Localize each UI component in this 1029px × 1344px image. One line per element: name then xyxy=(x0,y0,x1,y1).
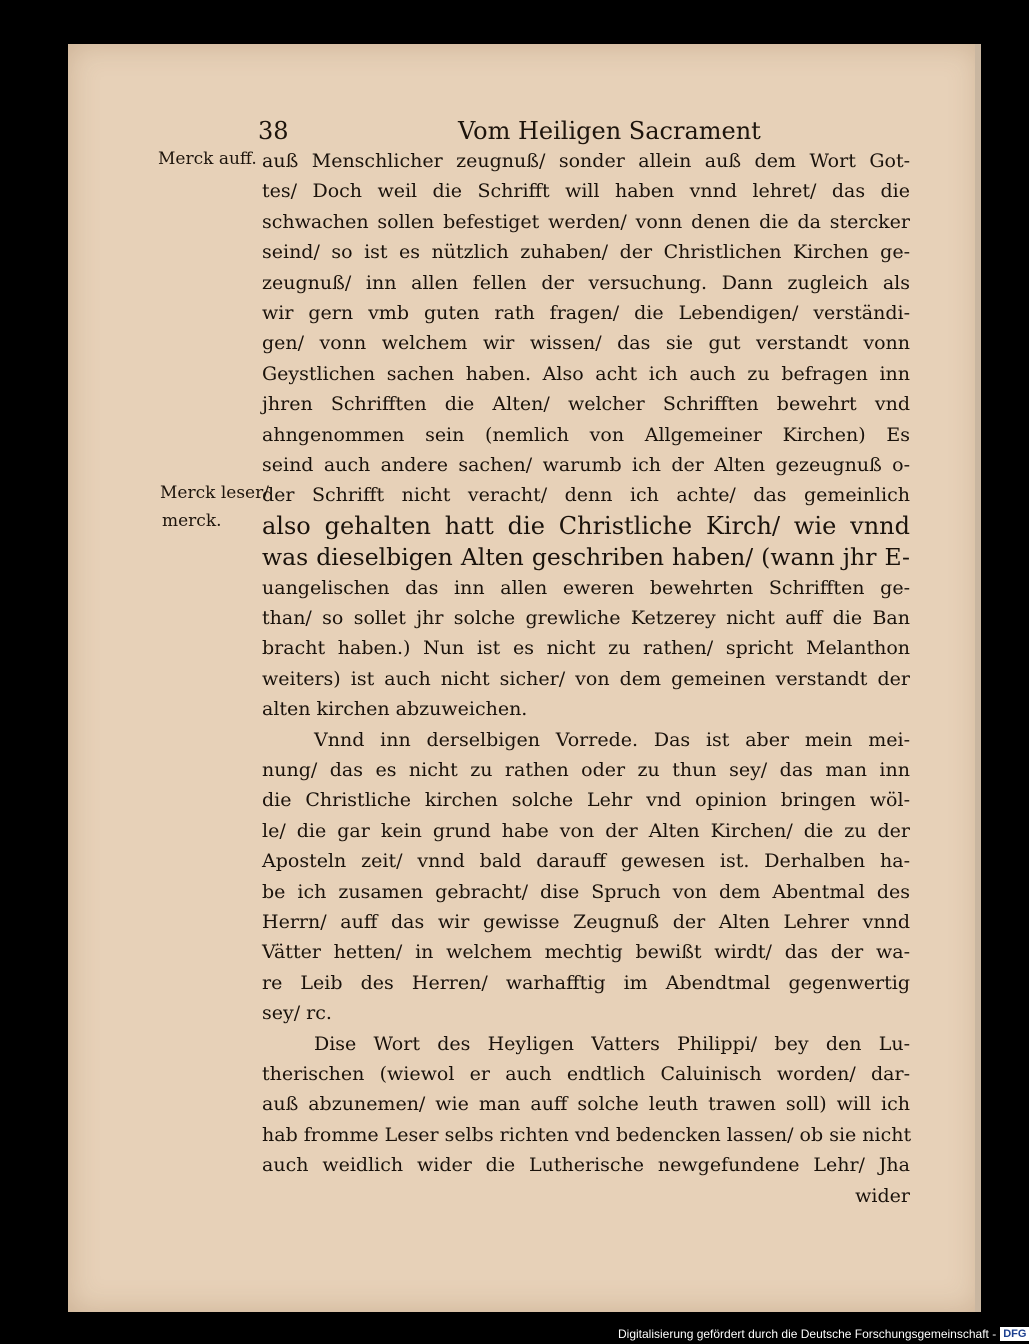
text-line: re Leib des Herren/ warhafftig im Abendtmal gegenwertig xyxy=(262,971,910,994)
text-line: therischen (wiewol er auch endtlich Caluinisch worden/ dar- xyxy=(262,1062,910,1085)
text-line: auß abzunemen/ wie man auff solche leuth trawen soll) will ich xyxy=(262,1093,910,1116)
body-text xyxy=(262,146,910,1211)
text-line: be ich zusamen gebracht/ dise Spruch von dem Abentmal des xyxy=(262,880,910,903)
footer-text: Digitalisierung gefördert durch die Deutsche Forschungsgemeinschaft - xyxy=(618,1327,997,1341)
text-line: seind auch andere sachen/ warumb ich der Alten gezeugnuß o- xyxy=(262,453,910,476)
margin-note: merck. xyxy=(162,511,222,531)
text-line: bracht haben.) Nun ist es nicht zu rathen/ spricht Melanthon xyxy=(262,637,910,660)
text-line: Geystlichen sachen haben. Also acht ich auch zu befragen inn xyxy=(262,362,910,385)
text-line: auch weidlich wider die Lutherische newgefundene Lehr/ Jha xyxy=(262,1154,910,1177)
text-line: weiters) ist auch nicht sicher/ von dem gemeinen verstandt der xyxy=(262,667,910,690)
text-line: nung/ das es nicht zu rathen oder zu thun sey/ das man inn xyxy=(262,759,910,782)
text-line: Vnnd inn derselbigen Vorrede. Das ist aber mein mei- xyxy=(314,728,910,751)
text-line-emphasis: also gehalten hatt die Christliche Kirch/ wie vnnd xyxy=(262,511,910,540)
text-line: Aposteln zeit/ vnnd bald darauff gewesen ist. Derhalben ha- xyxy=(262,850,910,873)
running-title: Vom Heiligen Sacrament xyxy=(458,117,761,145)
text-line: le/ die gar kein grund habe von der Alten Kirchen/ die zu der xyxy=(262,819,910,842)
text-line: zeugnuß/ inn allen fellen der versuchung. Dann zugleich als xyxy=(262,271,910,294)
text-line: der Schrifft nicht veracht/ denn ich achte/ das gemeinlich xyxy=(262,484,910,507)
text-line-emphasis: was dieselbigen Alten geschriben haben/ (wann jhr E- xyxy=(262,542,910,571)
text-line: Dise Wort des Heyligen Vatters Philippi/ bey den Lu- xyxy=(314,1032,910,1055)
text-line: than/ so sollet jhr solche grewliche Ketzerey nicht auff die Ban xyxy=(262,607,910,630)
footer-credit xyxy=(618,1325,1029,1343)
text-line: sey/ rc. xyxy=(262,1002,332,1025)
page-number: 38 xyxy=(258,117,289,145)
text-line: Herrn/ auff das wir gewisse Zeugnuß der Alten Lehrer vnnd xyxy=(262,910,910,933)
text-line: tes/ Doch weil die Schrifft will haben vnnd lehret/ das die xyxy=(262,180,910,203)
text-line: hab fromme Leser selbs richten vnd bedencken lassen/ ob sie nicht xyxy=(262,1123,912,1146)
page-edge xyxy=(975,44,981,1312)
margin-note: Merck leser/ xyxy=(160,483,269,503)
text-line: schwachen sollen befestiget werden/ vonn denen die da stercker xyxy=(262,210,910,233)
text-line: ahngenommen sein (nemlich von Allgemeiner Kirchen) Es xyxy=(262,423,910,446)
margin-note: Merck auff. xyxy=(158,149,257,169)
dfg-logo: DFG xyxy=(1000,1327,1029,1341)
catchword: wider xyxy=(855,1184,910,1207)
text-line: jhren Schrifften die Alten/ welcher Schrifften bewehrt vnd xyxy=(262,393,910,416)
text-line: die Christliche kirchen solche Lehr vnd opinion bringen wöl- xyxy=(262,789,910,812)
text-line: gen/ vonn welchem wir wissen/ das sie gut verstandt vonn xyxy=(262,332,910,355)
text-line: alten kirchen abzuweichen. xyxy=(262,698,528,721)
text-line: auß Menschlicher zeugnuß/ sonder allein auß dem Wort Got- xyxy=(262,150,910,172)
text-line: Vätter hetten/ in welchem mechtig bewißt wirdt/ das der wa- xyxy=(262,941,910,964)
text-line: seind/ so ist es nützlich zuhaben/ der Christlichen Kirchen ge- xyxy=(262,241,910,264)
text-line: wir gern vmb guten rath fragen/ die Lebendigen/ verständi- xyxy=(262,301,910,324)
text-line: uangelischen das inn allen eweren bewehrten Schrifften ge- xyxy=(262,576,910,599)
